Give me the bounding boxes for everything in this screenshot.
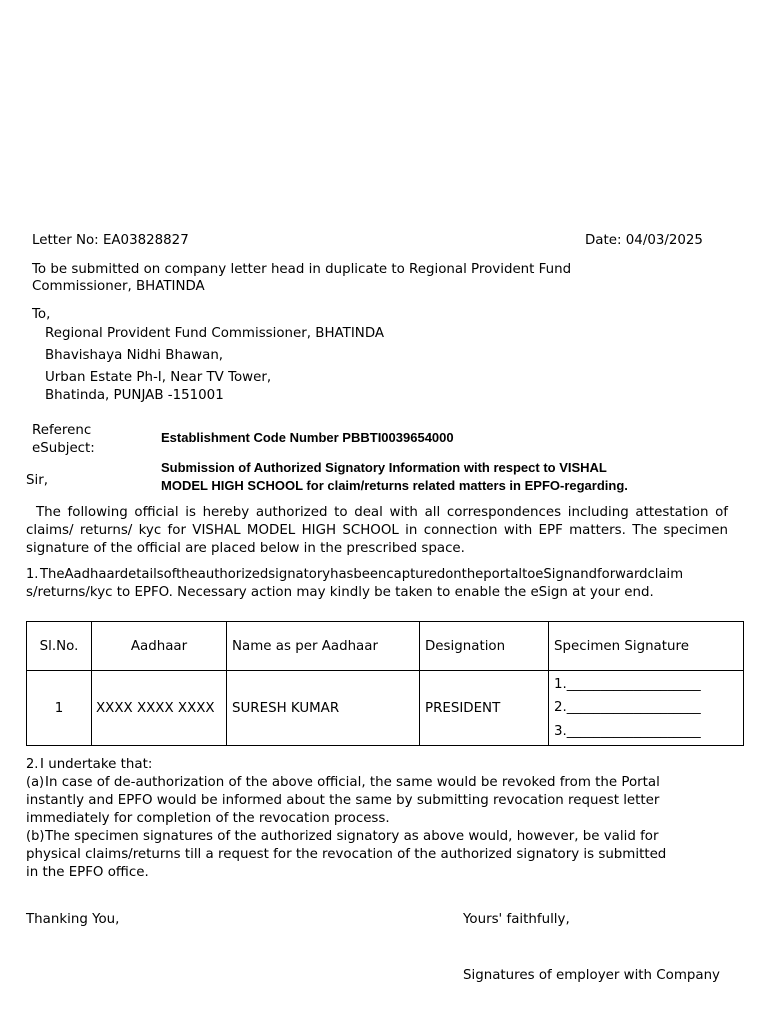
address-line3: Urban Estate Ph-I, Near TV Tower, (45, 370, 272, 385)
salutation: Sir, (26, 473, 48, 488)
reference-label-part1: Referenc (32, 423, 92, 438)
signature-line-2[interactable]: 2.____________________ (554, 700, 701, 716)
letter-date: Date: 04/03/2025 (585, 233, 703, 248)
undertaking-number: 2. (26, 757, 39, 772)
undertaking-b-label: (b) (26, 829, 45, 844)
letter-number: Letter No: EA03828827 (32, 233, 189, 248)
item1-line1: TheAadhaardetailsoftheauthorizedsignatoryhasbeencapturedontheportaltoeSignandforwardclaim (40, 567, 684, 582)
undertaking-b-line3: in the EPFO office. (26, 865, 149, 880)
item1-line2: s/returns/kyc to EPFO. Necessary action may kindly be taken to enable the eSign at your end. (26, 585, 654, 600)
to-label: To, (32, 307, 51, 322)
body-paragraph: The following official is hereby authorized to deal with all correspondences including attestation of claims/ returns/ kyc for VISHAL MODEL HIGH SCHOOL in connection with EPF matters. The specimen signature of the official are placed below in the prescribed space. (26, 505, 728, 556)
address-line1: Regional Provident Fund Commissioner, BHATINDA (45, 326, 385, 341)
undertaking-b-line1: The specimen signatures of the authorized signatory as above would, however, be valid for (45, 829, 659, 844)
table-row (27, 671, 744, 746)
yours-faithfully: Yours' faithfully, (463, 912, 570, 927)
thanking-you: Thanking You, (26, 912, 120, 927)
cell-sl-no: 1 (27, 671, 92, 746)
signature-line-3[interactable]: 3.____________________ (554, 723, 701, 739)
undertaking-a-line1: In case of de-authorization of the above official, the same would be revoked from the Portal (45, 775, 660, 790)
reference-text: Establishment Code Number PBBTI0039654000 (161, 430, 454, 445)
undertaking-a-line2: instantly and EPFO would be informed about the same by submitting revocation request letter (26, 793, 660, 808)
employer-signature-caption: Signatures of employer with Company (463, 968, 720, 983)
address-line2: Bhavishaya Nidhi Bhawan, (45, 348, 224, 363)
submission-note-line1: To be submitted on company letter head in duplicate to Regional Provident Fund (32, 262, 572, 277)
header-designation: Designation (420, 622, 549, 671)
header-specimen-signature: Specimen Signature (549, 622, 744, 671)
header-aadhaar: Aadhaar (92, 622, 227, 671)
subject-line2: MODEL HIGH SCHOOL for claim/returns related matters in EPFO-regarding. (161, 478, 628, 493)
cell-aadhaar: XXXX XXXX XXXX (92, 671, 227, 746)
table-header-row (27, 622, 744, 671)
undertaking-b-line2: physical claims/returns till a request for the revocation of the authorized signatory is submitted (26, 847, 667, 862)
address-line4: Bhatinda, PUNJAB -151001 (45, 388, 224, 403)
signature-line-1[interactable]: 1.____________________ (554, 676, 701, 692)
cell-name: SURESH KUMAR (227, 671, 420, 746)
cell-specimen-signature (549, 671, 744, 746)
submission-note-line2: Commissioner, BHATINDA (32, 279, 205, 294)
signatory-table (26, 621, 744, 746)
header-name: Name as per Aadhaar (227, 622, 420, 671)
subject-line1: Submission of Authorized Signatory Information with respect to VISHAL (161, 460, 607, 475)
cell-designation: PRESIDENT (420, 671, 549, 746)
undertaking-a-label: (a) (26, 775, 45, 790)
undertaking-heading: I undertake that: (40, 757, 153, 772)
item1-number: 1. (26, 567, 39, 582)
reference-label-part2: eSubject: (32, 441, 95, 456)
header-sl-no: Sl.No. (27, 622, 92, 671)
undertaking-a-line3: immediately for completion of the revocation process. (26, 811, 390, 826)
